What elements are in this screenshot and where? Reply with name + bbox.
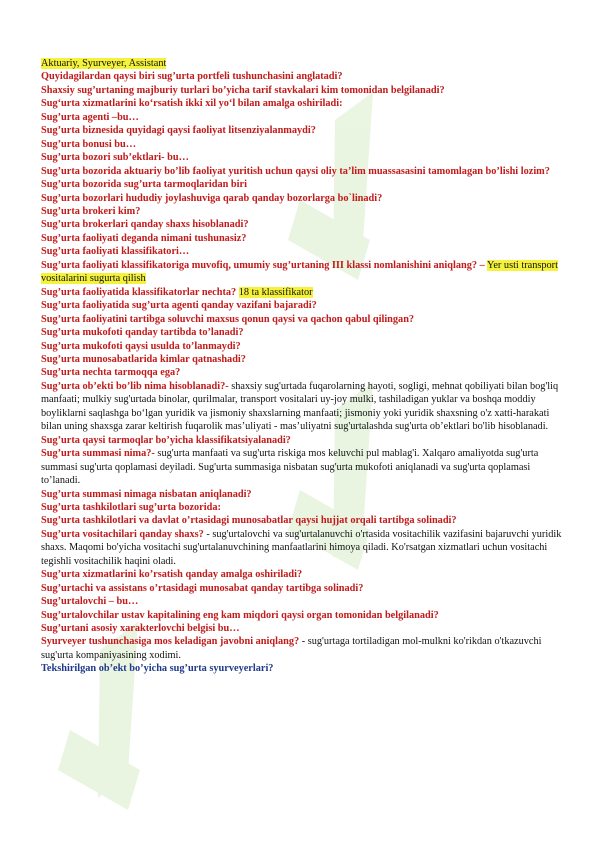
question-line: Sug’urta qaysi tarmoqlar bo’yicha klassifikatsiyalanadi? <box>41 434 291 446</box>
answer-text: - sug'urtaga tortiladigan mol-mulkni ko'rikdan o'tkazuvchi sug'urta kompaniyasining xodimi. <box>41 636 542 661</box>
question-line: Sug’urta bozorlari hududiy joylashuviga qarab qanday bozorlarga bo`linadi? <box>41 192 383 204</box>
question-line: Sug’urta bozori sub’ektlari- bu… <box>41 152 189 164</box>
question-line: Sug‘urta xizmatlarini ko‘rsatish ikki xil yo‘l bilan amalga oshiriladi: <box>41 98 343 110</box>
question-text: Syurveyer tushunchasiga mos keladigan javobni aniqlang? <box>41 636 300 648</box>
question-line: Sug’urta summasi nimaga nisbatan aniqlanadi? <box>41 488 252 500</box>
question-line: Sug’urta munosabatlarida kimlar qatnashadi? <box>41 353 246 365</box>
question-line: Sug’urta tashkilotlari va davlat o’rtasidagi munosabatlar qaysi hujjat orqali tartibga solinadi? <box>41 515 457 527</box>
qa-block <box>41 447 563 487</box>
question-line: Sug’urtalovchi – bu… <box>41 596 139 608</box>
question-text: Sug’urta faoliyati klassifikatoriga muvofiq, umumiy sug’urtaning III klassi nomlanishini aniqlang? – <box>41 259 485 271</box>
question-text: Sug’urta faoliyatida klassifikatorlar nechta? <box>41 286 237 298</box>
question-line: Quyidagilardan qaysi biri sug’urta portfeli tushunchasini anglatadi? <box>41 71 343 83</box>
question-line: Sug’urta faoliyatini tartibga soluvchi maxsus qonun qaysi va qachon qabul qilingan? <box>41 313 415 325</box>
question-line: Sug’urta bonusi bu… <box>41 138 136 150</box>
question-line: Sug’urta tashkilotlari sug’urta bozorida: <box>41 501 221 513</box>
qa-block <box>41 528 563 568</box>
question-line: Sug’urtani asosiy xarakterlovchi belgisi bu… <box>41 623 240 635</box>
question-line: Sug’urta faoliyati deganda nimani tushunasiz? <box>41 232 247 244</box>
document-page <box>41 57 563 676</box>
header-title: Aktuariy, Syurveyer, Assistant <box>41 58 167 69</box>
question-line: Sug’urtachi va assistans o’rtasidagi munosabat qanday tartibga solinadi? <box>41 582 364 594</box>
question-text: Sug’urta summasi nima?- <box>41 448 155 460</box>
answer-text: - sug'urtalovchi va sug'urtalanuvchi o'rtasida vositachilik vazifasini bajaruvchi yuridik shaxs. Maqomi bo'yicha vositachi sug'urtalanuvchining manfaatlarini himoya qiladi. Ko'rsatgan xizmatlari uchun vositachi tegishli vositachilik haqini oladi. <box>41 528 562 567</box>
answer-text: sug'urta manfaati va sug'urta riskiga mos keluvchi pul mablag'i. Xalqaro amaliyotda sug'urta summasi sug'urta qoplamasi deyiladi. Sug'urta summasiga nisbatan sug'urta mukofoti aniqlanadi va sug'urta qoplamasi to’lanadi. <box>41 448 539 487</box>
question-text: Sug’urta ob’ekti bo’lib nima hisoblanadi?- <box>41 380 229 392</box>
qa-block <box>41 380 563 434</box>
question-line: Sug’urta mukofoti qaysi usulda to’lanmaydi? <box>41 340 241 352</box>
qa-block <box>41 286 563 299</box>
question-text: Sug’urta vositachilari qanday shaxs? <box>41 528 204 540</box>
answer-text: 18 ta klassifikator <box>238 286 313 298</box>
answer-text: shaxsiy sug'urtada fuqarolarning hayoti, sogligi, mehnat qobiliyati bilan bog'liq manfaati; mulkiy sug'urtada binolar, qurilmalar, transport vositalari uy-joy mulki, tashiladigan yuklar va boshqa moddiy boyliklarni saqlashga bo‘lgan yuridik va jismoniy shaxslarning manfaati; jismoniy yoki yuridik shaxsning o'z xatti-harakati bilan uning shaxsga zarar keltirish fuqarolik mas’uliyati - mas’uliyatni sug'urtalashda sug'urta ob’ektlari bo'lib hisoblanadi. <box>41 380 559 433</box>
qa-block <box>41 635 563 662</box>
question-line: Sug’urta nechta tarmoqqa ega? <box>41 367 181 379</box>
question-line: Sug’urta bozorida sug’urta tarmoqlaridan biri <box>41 179 247 191</box>
question-line: Sug’urta agenti –bu… <box>41 111 139 123</box>
question-line: Shaxsiy sug’urtaning majburiy turlari bo’yicha tarif stavkalari kim tomonidan belgilanadi? <box>41 84 445 96</box>
question-line: Sug’urta brokerlari qanday shaxs hisoblanadi? <box>41 219 249 231</box>
question-line: Sug’urta biznesida quyidagi qaysi faoliyat litsenziyalanmaydi? <box>41 125 316 137</box>
question-line: Sug’urta brokeri kim? <box>41 205 141 217</box>
question-line: Sug’urta mukofoti qanday tartibda to’lanadi? <box>41 327 244 339</box>
question-line: Sug’urta bozorida aktuariy bo’lib faoliyat yuritish uchun qaysi oliy ta’lim muassasasini tamomlagan bo’lishi lozim? <box>41 165 550 177</box>
question-line: Sug’urta faoliyati klassifikatori… <box>41 246 190 258</box>
answer-text: Yer usti transport vositalarini sugurta qilish <box>41 259 558 285</box>
question-line: Sug’urtalovchilar ustav kapitalining eng kam miqdori qaysi organ tomonidan belgilanadi? <box>41 609 439 621</box>
question-line: Sug’urta xizmatlarini ko’rsatish qanday amalga oshiriladi? <box>41 569 303 581</box>
qa-block <box>41 259 563 286</box>
question-line: Sug’urta faoliyatida sug’urta agenti qanday vazifani bajaradi? <box>41 300 317 312</box>
question-line: Tekshirilgan ob’ekt bo’yicha sug’urta syurveyerlari? <box>41 663 274 675</box>
